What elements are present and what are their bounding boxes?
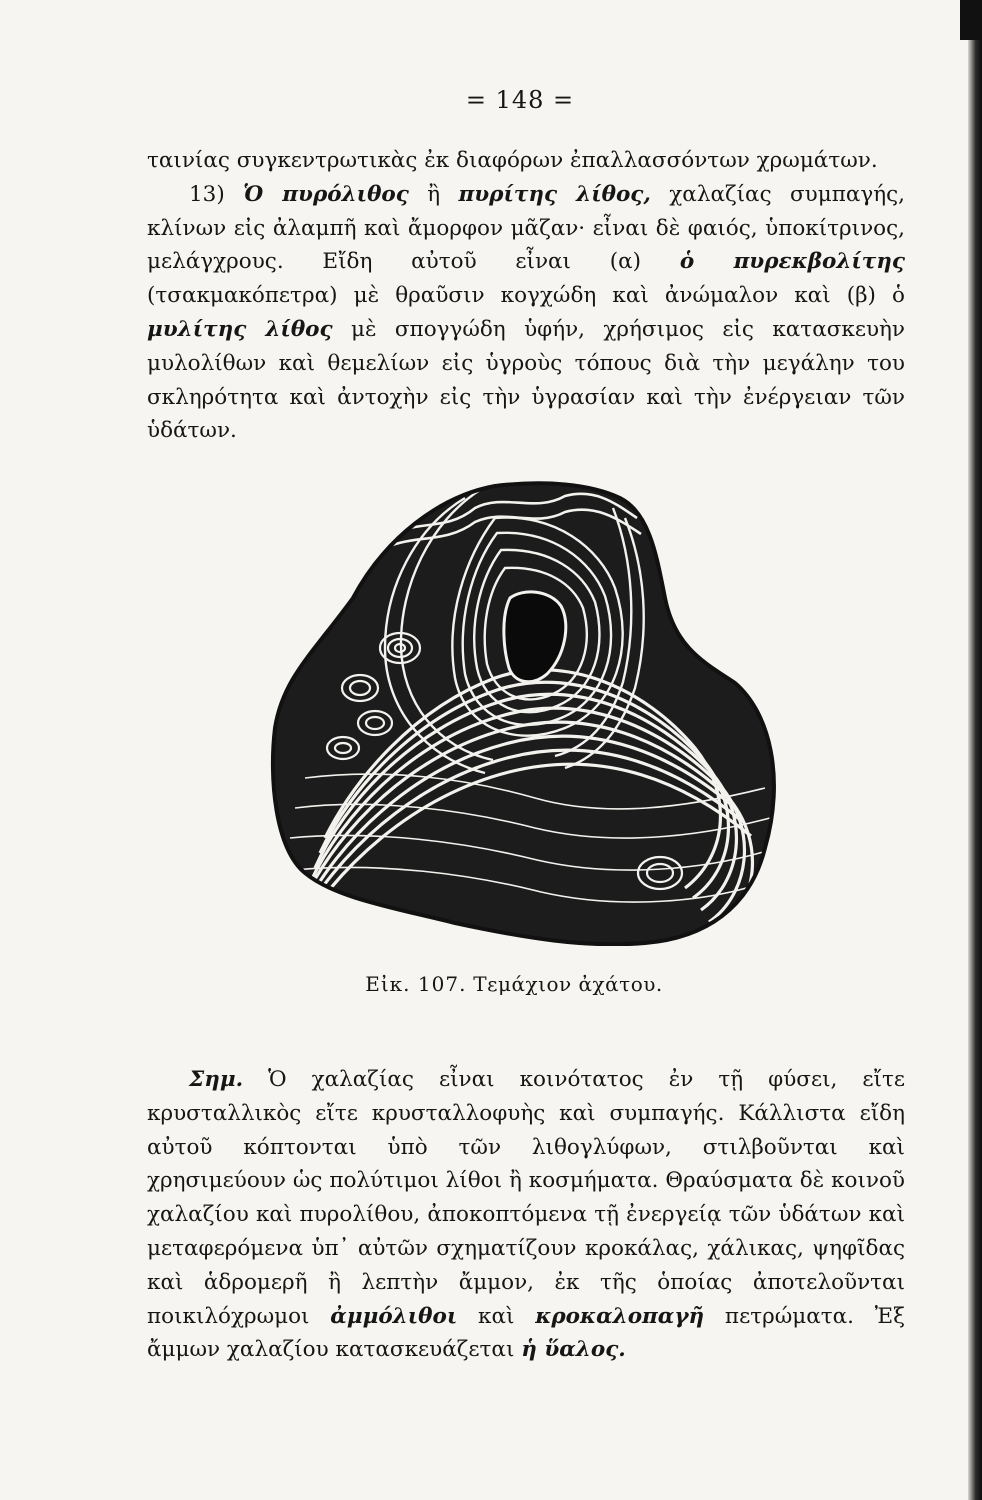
- note-paragraph: [147, 1063, 905, 1367]
- page-number: = 148 =: [465, 86, 575, 114]
- item-number: 13): [189, 181, 244, 207]
- or-text: ἢ: [408, 181, 459, 207]
- note-paragraph-block: [147, 1063, 905, 1367]
- term-yalos: ἡ ὕαλος.: [521, 1337, 626, 1363]
- term-krokalopagi: κροκαλοπαγῆ: [535, 1303, 705, 1329]
- term-pyritis-lithos: πυρίτης λίθος,: [458, 181, 651, 207]
- description-3: μὲ σπογγώδη ὑφήν, χρήσιμος εἰς κατασκευὴν μυλολίθων καὶ θεμελίων εἰς ὑγροὺς τόπους διὰ τὴν μεγάλην του σκληρότητα καὶ ἀντοχὴν εἰς τὴν ὑγρασίαν καὶ τὴν ἐνέργειαν τῶν ὑδάτων.: [147, 316, 905, 444]
- and-text: καὶ: [457, 1303, 536, 1329]
- scan-dark-edge: [968, 0, 982, 1500]
- figure-caption-text: Τεμάχιον ἀχάτου.: [466, 972, 663, 996]
- term-pyrekvolitis: ὁ πυρεκβολίτης: [679, 249, 905, 275]
- description-1: χαλαζίας συμπαγής, κλίνων εἰς ἀλαμπῆ καὶ ἄμορφον μᾶζαν· εἶναι δὲ φαιός, ὑποκίτρινος, μελάγχρους. Εἴδη αὐτοῦ εἶναι (α): [147, 181, 905, 275]
- description-2: (τσακμακόπετρα) μὲ θραῦσιν κογχώδη καὶ ἀνώμαλον καὶ (β) ὁ: [147, 283, 905, 309]
- term-ammolithoi: ἀμμόλιθοι: [330, 1303, 458, 1329]
- figure-label: Εἰκ. 107.: [365, 972, 467, 996]
- term-pyrolithos: Ὁ πυρόλιθος: [243, 181, 409, 207]
- item-13-paragraph: [147, 178, 905, 448]
- continued-line: ταινίας συγκεντρωτικὰς ἐκ διαφόρων ἐπαλλασσόντων χρωμάτων.: [147, 148, 878, 173]
- note-text-2: πετρώματα. Ἐξ ἄμμων χαλαζίου κατασκευάζεται: [147, 1303, 905, 1363]
- scan-dark-corner: [960, 0, 982, 40]
- agate-illustration: [265, 478, 783, 946]
- note-label: Σημ.: [189, 1067, 244, 1092]
- top-paragraph-block: [147, 144, 905, 448]
- note-text-1: Ὁ χαλαζίας εἶναι κοινότατος ἐν τῇ φύσει, εἴτε κρυσταλλικὸς εἴτε κρυσταλλοφυὴς καὶ συμπαγής. Κάλλιστα εἴδη αὐτοῦ κόπτονται ὑπὸ τῶν λιθογλύφων, στιλβοῦνται καὶ χρησιμεύουν ὡς πολύτιμοι λίθοι ἢ κοσμήματα. Θραύσματα δὲ κοινοῦ χαλαζίου καὶ πυρολίθου, ἀποκοπτόμενα τῇ ἐνεργείᾳ τῶν ὑδάτων καὶ μεταφερόμενα ὑπ᾽ αὐτῶν σχηματίζουν κροκάλας, χάλικας, ψηφῖδας καὶ ἁδρομερῆ ἢ λεπτὴν ἄμμον, ἐκ τῆς ὁποίας ἀποτελοῦνται ποικιλόχρωμοι: [147, 1067, 905, 1329]
- term-mylitis-lithos: μυλίτης λίθος: [147, 316, 333, 342]
- figure-caption: [0, 972, 982, 996]
